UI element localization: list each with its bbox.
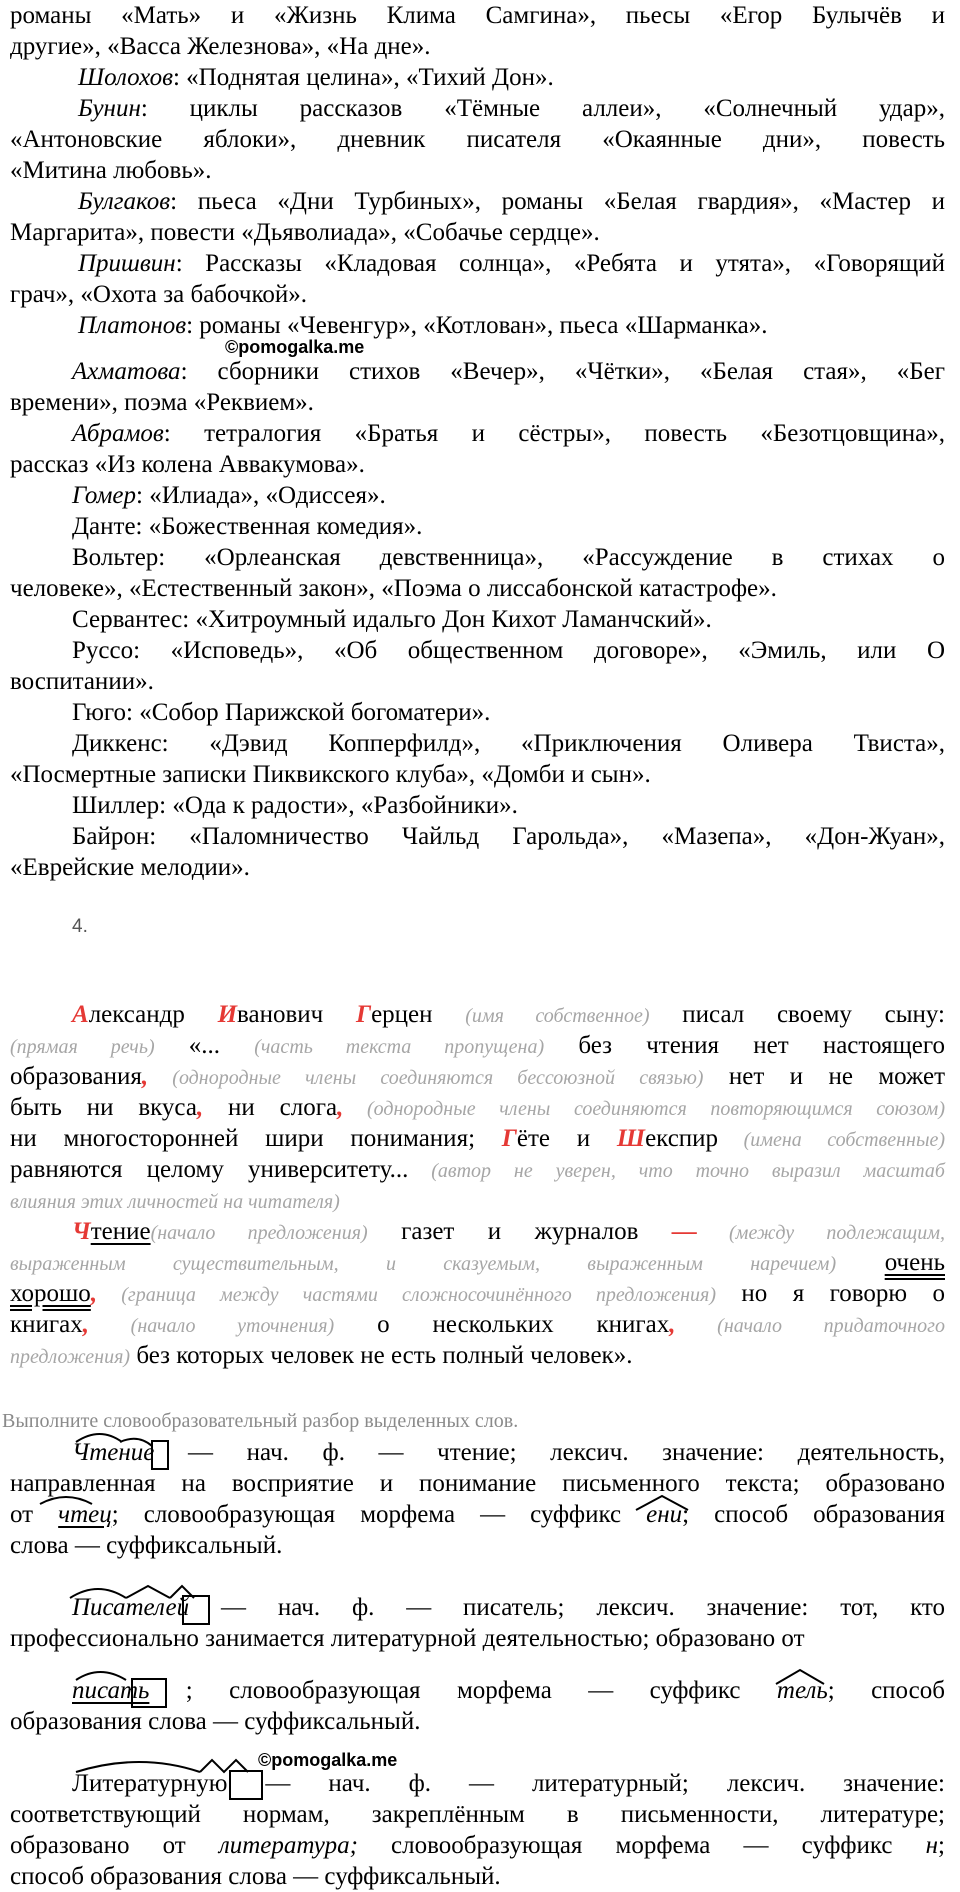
wf-line: соответствующий нормам, закреплённым в письменности, литературе; (10, 1801, 945, 1828)
watermark: ©pomogalka.me (258, 1750, 398, 1770)
note: (начало уточнения) (89, 1315, 335, 1337)
author-works: : «Илиада», «Одиссея». (136, 482, 386, 509)
analysis-line: Александр Иванович Герцен (имя собственное) писал своему сыну: (72, 1001, 945, 1028)
watermark: ©pomogalka.me (225, 337, 365, 357)
analysis-line: быть ни вкуса, ни слога, (однородные члены соединяются повторяющимся союзом) (10, 1094, 945, 1121)
note: влияния этих личностей на читателя) (10, 1191, 340, 1213)
analysis-line: образования, (однородные члены соединяются бессоюзной связью) нет и не может (10, 1063, 946, 1090)
text-line: воспитании». (10, 668, 154, 695)
text-line: «Антоновские яблоки», дневник писателя «Окаянные дни», повесть (10, 126, 945, 153)
base-word: литература; (218, 1832, 358, 1859)
text-line: Вольтер: «Орлеанская девственница», «Рассуждение в стихах о (72, 544, 945, 571)
wf-line: образовано от литература; словообразующая морфема — суффикс н; (10, 1832, 945, 1859)
author-works: : романы «Чевенгур», «Котлован», пьеса «Шарманка». (186, 312, 768, 339)
text-line: Данте: «Божественная комедия». (72, 513, 423, 540)
text-line: человеке», «Естественный закон», «Поэма о лиссабонской катастрофе». (10, 575, 777, 602)
text-line: романы «Мать» и «Жизнь Клима Самгина», пьесы «Егор Булычёв и (10, 2, 945, 29)
note: (начало придаточного (675, 1315, 945, 1337)
text-line: грач», «Охота за бабочкой». (10, 281, 307, 308)
wf-line: направленная на восприятие и понимание письменного текста; образовано (10, 1470, 945, 1497)
author-name: Абрамов (72, 420, 164, 447)
analysis-line: ни многосторонней шири понимания; Гёте и Шекспир (имена собственные) (10, 1125, 946, 1152)
analysis-line: Чтение(начало предложения) газет и журналов — (между подлежащим, (72, 1218, 946, 1245)
author-name: Бунин (78, 95, 141, 122)
note: предложения) (10, 1346, 131, 1368)
suffix: ени (646, 1501, 683, 1528)
note: (часть текста пропущена) (254, 1036, 545, 1058)
author-name: Гомер (72, 482, 137, 509)
analyzed-word: Чтение (72, 1439, 155, 1466)
analysis-line: выраженным существительным, и сказуемым, выраженным наречием) очень (10, 1249, 945, 1276)
text-line: «Митина любовь». (10, 157, 212, 184)
author-works: : тетралогия «Братья и сёстры», повесть «Безотцовщина», (163, 420, 945, 447)
wf-line: Литературную — нач. ф. — литературный; лексич. значение: (72, 1770, 945, 1797)
wf-line: слова — суффиксальный. (10, 1532, 283, 1559)
text-line: Байрон: «Паломничество Чайльд Гарольда», «Мазепа», «Дон-Жуан», (72, 823, 945, 850)
base-word: чтец (58, 1501, 112, 1528)
text-line: Сервантес: «Хитроумный идальго Дон Кихот Ламанчский». (72, 606, 712, 633)
wf-line: от чтец; словообразующая морфема — суффикс ени; способ образования (10, 1501, 945, 1528)
text-line: Руссо: «Исповедь», «Об общественном договоре», «Эмиль, или О (72, 637, 945, 664)
text-line: «Посмертные записки Пиквикского клуба», «Домби и сын». (10, 761, 651, 788)
author-name: Шолохов (78, 64, 173, 91)
text-line: другие», «Васса Железнова», «На дне». (10, 33, 431, 60)
note: (однородные члены соединяются повторяющимся союзом) (343, 1098, 945, 1120)
analysis-line: книгах, (начало уточнения) о нескольких книгах, (начало придаточного (10, 1311, 945, 1338)
analysis-line: предложения) без которых человек не есть полный человек». (10, 1342, 633, 1369)
author-name: Ахматова (72, 358, 181, 385)
suffix: тель (776, 1677, 828, 1704)
note: (имя собственное) (465, 1005, 650, 1027)
note: (между подлежащим, (696, 1222, 946, 1244)
author-name: Платонов (78, 312, 187, 339)
exercise-number: 4. (72, 916, 88, 937)
wf-line: образования слова — суффиксальный. (10, 1708, 421, 1735)
text-line: рассказ «Из колена Аввакумова». (10, 451, 365, 478)
wf-line: писать ; словообразующая морфема — суффикс тель; способ (72, 1677, 945, 1704)
text-line: Шиллер: «Ода к радости», «Разбойники». (72, 792, 518, 819)
analysis-line: (прямая речь) «... (часть текста пропущена) без чтения нет настоящего (10, 1032, 945, 1059)
note: (автор не уверен, что точно выразил масштаб (408, 1160, 945, 1182)
note: (однородные члены соединяются бессоюзной связью) (148, 1067, 704, 1089)
author-works: : пьеса «Дни Турбиных», романы «Белая гвардия», «Мастер и (170, 188, 945, 215)
wf-line: Писателей — нач. ф. — писатель; лексич. значение: тот, кто (72, 1594, 945, 1621)
author-name: Пришвин (78, 250, 176, 277)
wf-line: способ образования слова — суффиксальный. (10, 1863, 501, 1890)
author-works: : Рассказы «Кладовая солнца», «Ребята и утята», «Говорящий (175, 250, 945, 277)
analyzed-word: Писателей (72, 1594, 190, 1621)
author-works: : сборники стихов «Вечер», «Чётки», «Белая стая», «Бег (180, 358, 945, 385)
text-line: Гюго: «Собор Парижской богоматери». (72, 699, 491, 726)
note: выраженным существительным, и сказуемым, выраженным наречием) (10, 1253, 837, 1275)
analyzed-word: Литературную (72, 1770, 228, 1797)
analysis-line: равняются целому университету... (автор не уверен, что точно выразил масштаб (10, 1156, 945, 1183)
author-works: : «Поднятая целина», «Тихий Дон». (172, 64, 554, 91)
text-line: времени», поэма «Реквием». (10, 389, 314, 416)
note: (прямая речь) (10, 1036, 155, 1058)
analysis-line: хорошо, (граница между частями сложносочинённого предложения) но я говорю о (10, 1280, 945, 1307)
text-line: Диккенс: «Дэвид Копперфилд», «Приключения Оливера Твиста», (72, 730, 945, 757)
task-heading: Выполните словообразовательный разбор выделенных слов. (2, 1410, 519, 1432)
note: (граница между частями сложносочинённого предложения) (97, 1284, 716, 1306)
wf-line: профессионально занимается литературной деятельностью; образовано от (10, 1625, 805, 1652)
wf-line: Чтение — нач. ф. — чтение; лексич. значение: деятельность, (72, 1439, 945, 1466)
author-name: Булгаков (78, 188, 171, 215)
suffix: н (925, 1832, 939, 1859)
note: (начало предложения) (150, 1222, 368, 1244)
note: (имена собственные) (718, 1129, 946, 1151)
text-line: Маргарита», повести «Дьяволиада», «Собачье сердце». (10, 219, 600, 246)
text-line: «Еврейские мелодии». (10, 854, 250, 881)
base-word: писать (72, 1677, 150, 1704)
author-works: : циклы рассказов «Тёмные аллеи», «Солнечный удар», (140, 95, 945, 122)
